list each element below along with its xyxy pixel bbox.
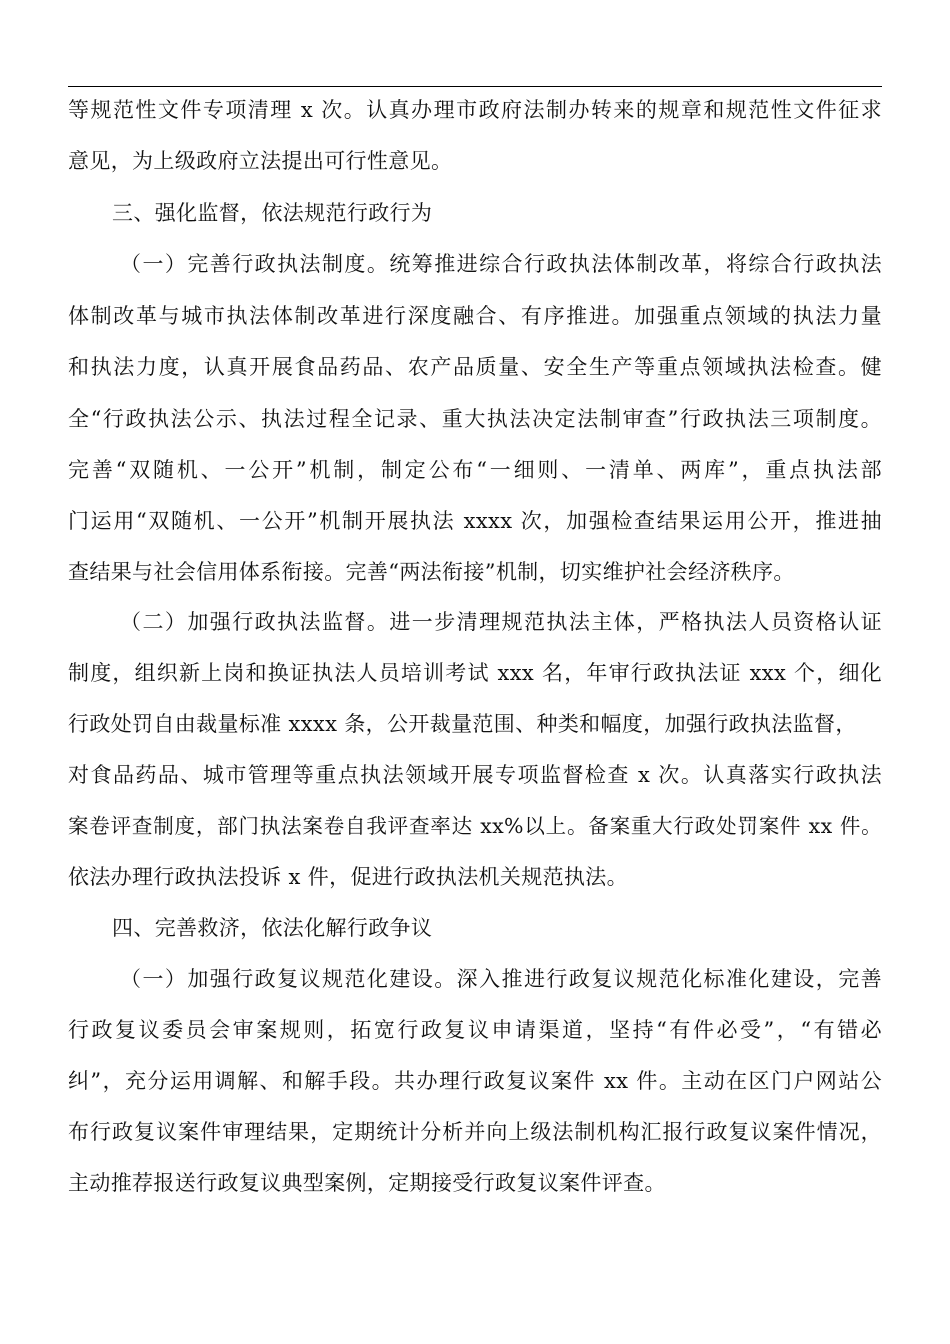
paragraph-line: 布行政复议案件审理结果，定期统计分析并向上级法制机构汇报行政复议案件情况，	[68, 1120, 882, 1144]
section-heading: 四、完善救济，依法化解行政争议	[112, 916, 433, 940]
paragraph-line: 纠”，充分运用调解、和解手段。共办理行政复议案件 xx 件。主动在区门户网站公	[68, 1069, 882, 1093]
paragraph-line: 查结果与社会信用体系衔接。完善“两法衔接”机制，切实维护社会经济秩序。	[68, 560, 795, 584]
paragraph-line: 对食品药品、城市管理等重点执法领域开展专项监督检查 x 次。认真落实行政执法	[68, 763, 882, 787]
paragraph-line: 行政处罚自由裁量标准 xxxx 条，公开裁量范围、种类和幅度，加强行政执法监督，	[68, 712, 857, 736]
paragraph-line: 主动推荐报送行政复议典型案例，定期接受行政复议案件评查。	[68, 1171, 666, 1195]
paragraph-line: （一）完善行政执法制度。统筹推进综合行政执法体制改革，将综合行政执法	[120, 252, 882, 276]
paragraph-line: 和执法力度，认真开展食品药品、农产品质量、安全生产等重点领域执法检查。健	[68, 355, 882, 379]
paragraph-line: 等规范性文件专项清理 x 次。认真办理市政府法制办转来的规章和规范性文件征求	[68, 98, 882, 122]
paragraph-line: （一）加强行政复议规范化建设。深入推进行政复议规范化标准化建设，完善	[120, 967, 882, 991]
paragraph-line: 案卷评查制度，部门执法案卷自我评查率达 xx%以上。备案重大行政处罚案件 xx 件。	[68, 814, 882, 838]
header-rule	[68, 86, 882, 87]
paragraph-line: 行政复议委员会审案规则，拓宽行政复议申请渠道，坚持“有件必受”，“有错必	[68, 1018, 882, 1042]
paragraph-line: 体制改革与城市执法体制改革进行深度融合、有序推进。加强重点领域的执法力量	[68, 304, 882, 328]
paragraph-line: 依法办理行政执法投诉 x 件，促进行政执法机关规范执法。	[68, 865, 628, 889]
paragraph-line: 完善“双随机、一公开”机制，制定公布“一细则、一清单、两库”，重点执法部	[68, 458, 882, 482]
paragraph-line: 意见，为上级政府立法提出可行性意见。	[68, 149, 453, 173]
paragraph-line: （二）加强行政执法监督。进一步清理规范执法主体，严格执法人员资格认证	[120, 610, 882, 634]
paragraph-line: 门运用“双随机、一公开”机制开展执法 xxxx 次，加强检查结果运用公开，推进抽	[68, 509, 882, 533]
section-heading: 三、强化监督，依法规范行政行为	[112, 201, 433, 225]
paragraph-line: 制度，组织新上岗和换证执法人员培训考试 xxx 名，年审行政执法证 xxx 个，细化	[68, 661, 882, 685]
paragraph-line: 全“行政执法公示、执法过程全记录、重大执法决定法制审查”行政执法三项制度。	[68, 407, 882, 431]
